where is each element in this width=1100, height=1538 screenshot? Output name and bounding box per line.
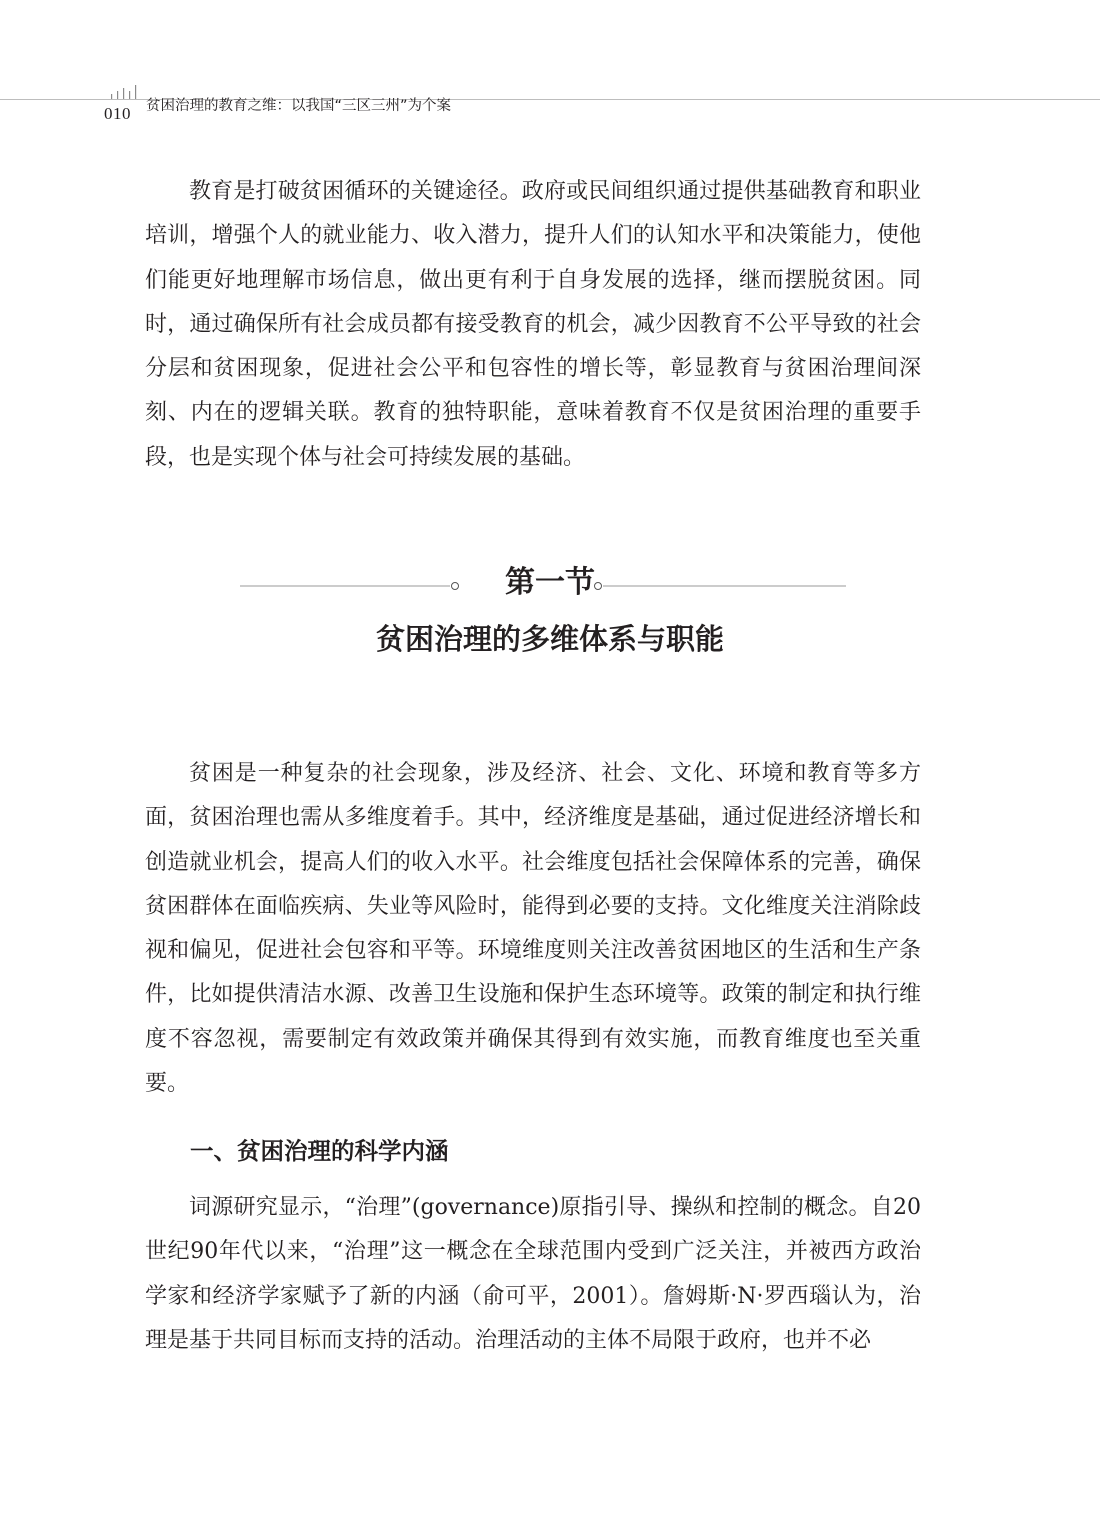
section-title: 贫困治理的多维体系与职能 — [375, 622, 724, 656]
body-paragraph: 词源研究显示，“治理”(governance)原指引导、操纵和控制的概念。自20世纪90年代以来，“治理”这一概念在全球范围内受到广泛关注，并被西方政治学家和经济学家赋予了新的内涵（俞可平，2001）。詹姆斯·N·罗西瑙认为，治理是基于共同目标而支持的活动。治理活动的主体不局限于政府，也并不必 — [145, 1195, 921, 1353]
body-paragraph: 教育是打破贫困循环的关键途径。政府或民间组织通过提供基础教育和职业培训，增强个人的就业能力、收入潜力，提升人们的认知水平和决策能力，使他们能更好地理解市场信息，做出更有利于自身发展的选择，继而摆脱贫困。同时，通过确保所有社会成员都有接受教育的机会，减少因教育不公平导致的社会分层和贫困现象，促进社会公平和包容性的增长等，彰显教育与贫困治理间深刻、内在的逻辑关联。教育的独特职能，意味着教育不仅是贫困治理的重要手段，也是实现个体与社会可持续发展的基础。 — [145, 179, 921, 470]
running-head: 贫困治理的教育之维：以我国“三区三州”为个案 — [146, 98, 452, 114]
bar-chart-icon — [110, 85, 140, 99]
section-number: 第一节 — [505, 565, 595, 600]
body-paragraph: 贫困是一种复杂的社会现象，涉及经济、社会、文化、环境和教育等多方面，贫困治理也需从多维度着手。其中，经济维度是基础，通过促进经济增长和创造就业机会，提高人们的收入水平。社会维度包括社会保障体系的完善，确保贫困群体在面临疾病、失业等风险时，能得到必要的支持。文化维度关注消除歧视和偏见，促进社会包容和平等。环境维度则关注改善贫困地区的生活和生产条件，比如提供清洁水源、改善卫生设施和保护生态环境等。政策的制定和执行维度不容忽视，需要制定有效政策并确保其得到有效实施，而教育维度也至关重要。 — [145, 761, 921, 1097]
subsection-heading: 一、贫困治理的科学内涵 — [190, 1137, 449, 1165]
page-number: 010 — [104, 104, 131, 123]
